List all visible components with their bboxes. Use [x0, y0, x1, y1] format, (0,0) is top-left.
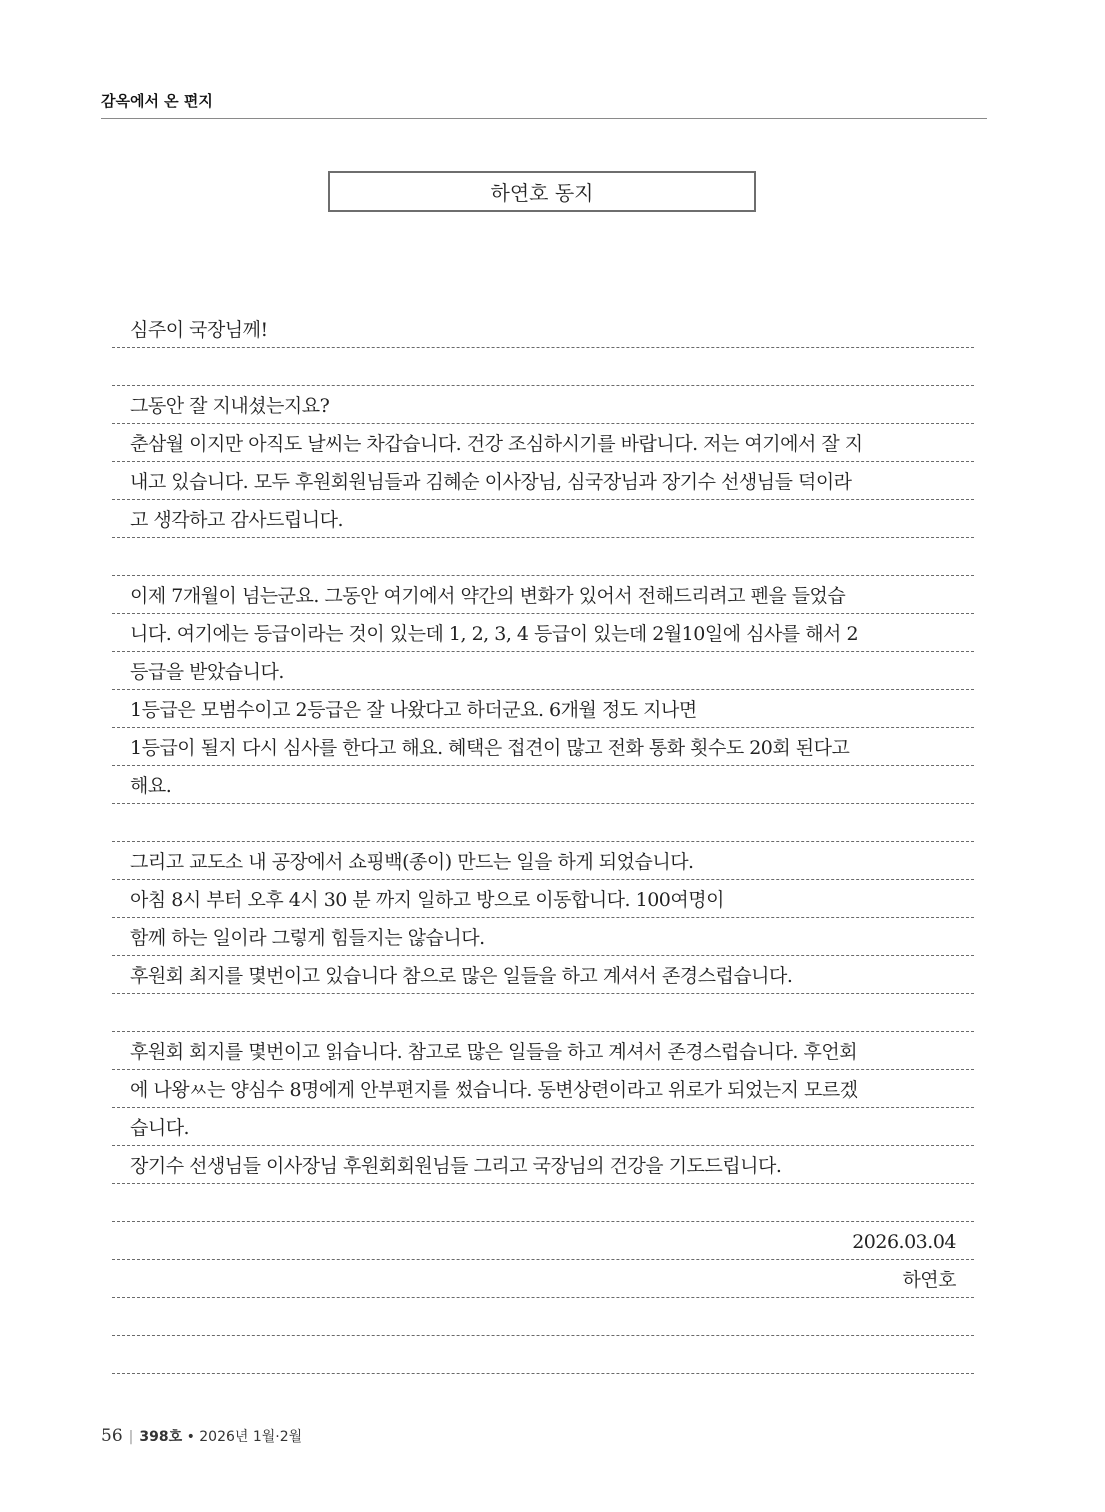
letter-line: 그리고 교도소 내 공장에서 쇼핑백(종이) 만드는 일을 하게 되었습니다. — [112, 842, 974, 880]
letter-line: 함께 하는 일이라 그렇게 힘들지는 않습니다. — [112, 918, 974, 956]
letter-line — [112, 1298, 974, 1336]
page-number: 56 — [101, 1426, 123, 1446]
letter-line: 장기수 선생님들 이사장님 후원회회원님들 그리고 국장님의 건강을 기도드립니다. — [112, 1146, 974, 1184]
letter-line: 습니다. — [112, 1108, 974, 1146]
letter-line: 후원회 최지를 몇번이고 있습니다 참으로 많은 일들을 하고 계셔서 존경스럽습니다. — [112, 956, 974, 994]
letter-line — [112, 348, 974, 386]
letter-line: 심주이 국장님께! — [112, 310, 974, 348]
issue-date: • 2026년 1월·2월 — [186, 1429, 303, 1445]
letter-line: 후원회 회지를 몇번이고 읽습니다. 참고로 많은 일들을 하고 계셔서 존경스럽습니다. 후언회 — [112, 1032, 974, 1070]
letter-line: 에 나왕ㅆ는 양심수 8명에게 안부편지를 썼습니다. 동변상련이라고 위로가 되었는지 모르겠 — [112, 1070, 974, 1108]
letter-title: 하연호 동지 — [490, 181, 594, 205]
letter-line: 2026.03.04 — [112, 1222, 974, 1260]
letter-line — [112, 804, 974, 842]
page-footer — [101, 1426, 302, 1446]
letter-body — [112, 310, 974, 1374]
letter-title-box — [328, 171, 756, 212]
issue-number: 398호 — [139, 1429, 183, 1445]
letter-line: 니다. 여기에는 등급이라는 것이 있는데 1, 2, 3, 4 등급이 있는데 2월10일에 심사를 해서 2 — [112, 614, 974, 652]
letter-line — [112, 1336, 974, 1374]
letter-line: 내고 있습니다. 모두 후원회원님들과 김혜순 이사장님, 심국장님과 장기수 선생님들 덕이라 — [112, 462, 974, 500]
letter-line: 등급을 받았습니다. — [112, 652, 974, 690]
letter-line: 하연호 — [112, 1260, 974, 1298]
letter-line: 이제 7개월이 넘는군요. 그동안 여기에서 약간의 변화가 있어서 전해드리려고 펜을 들었습 — [112, 576, 974, 614]
letter-line: 그동안 잘 지내셨는지요? — [112, 386, 974, 424]
footer-separator: | — [128, 1429, 134, 1445]
letter-line: 고 생각하고 감사드립니다. — [112, 500, 974, 538]
letter-line — [112, 538, 974, 576]
letter-line — [112, 1184, 974, 1222]
letter-line: 아침 8시 부터 오후 4시 30 분 까지 일하고 방으로 이동합니다. 100여명이 — [112, 880, 974, 918]
letter-line: 1등급은 모범수이고 2등급은 잘 나왔다고 하더군요. 6개월 정도 지나면 — [112, 690, 974, 728]
letter-line: 1등급이 될지 다시 심사를 한다고 해요. 혜택은 접견이 많고 전화 통화 횟수도 20회 된다고 — [112, 728, 974, 766]
section-title: 감옥에서 온 편지 — [101, 90, 987, 119]
letter-line — [112, 994, 974, 1032]
letter-line: 춘삼월 이지만 아직도 날씨는 차갑습니다. 건강 조심하시기를 바랍니다. 저는 여기에서 잘 지 — [112, 424, 974, 462]
letter-line: 해요. — [112, 766, 974, 804]
